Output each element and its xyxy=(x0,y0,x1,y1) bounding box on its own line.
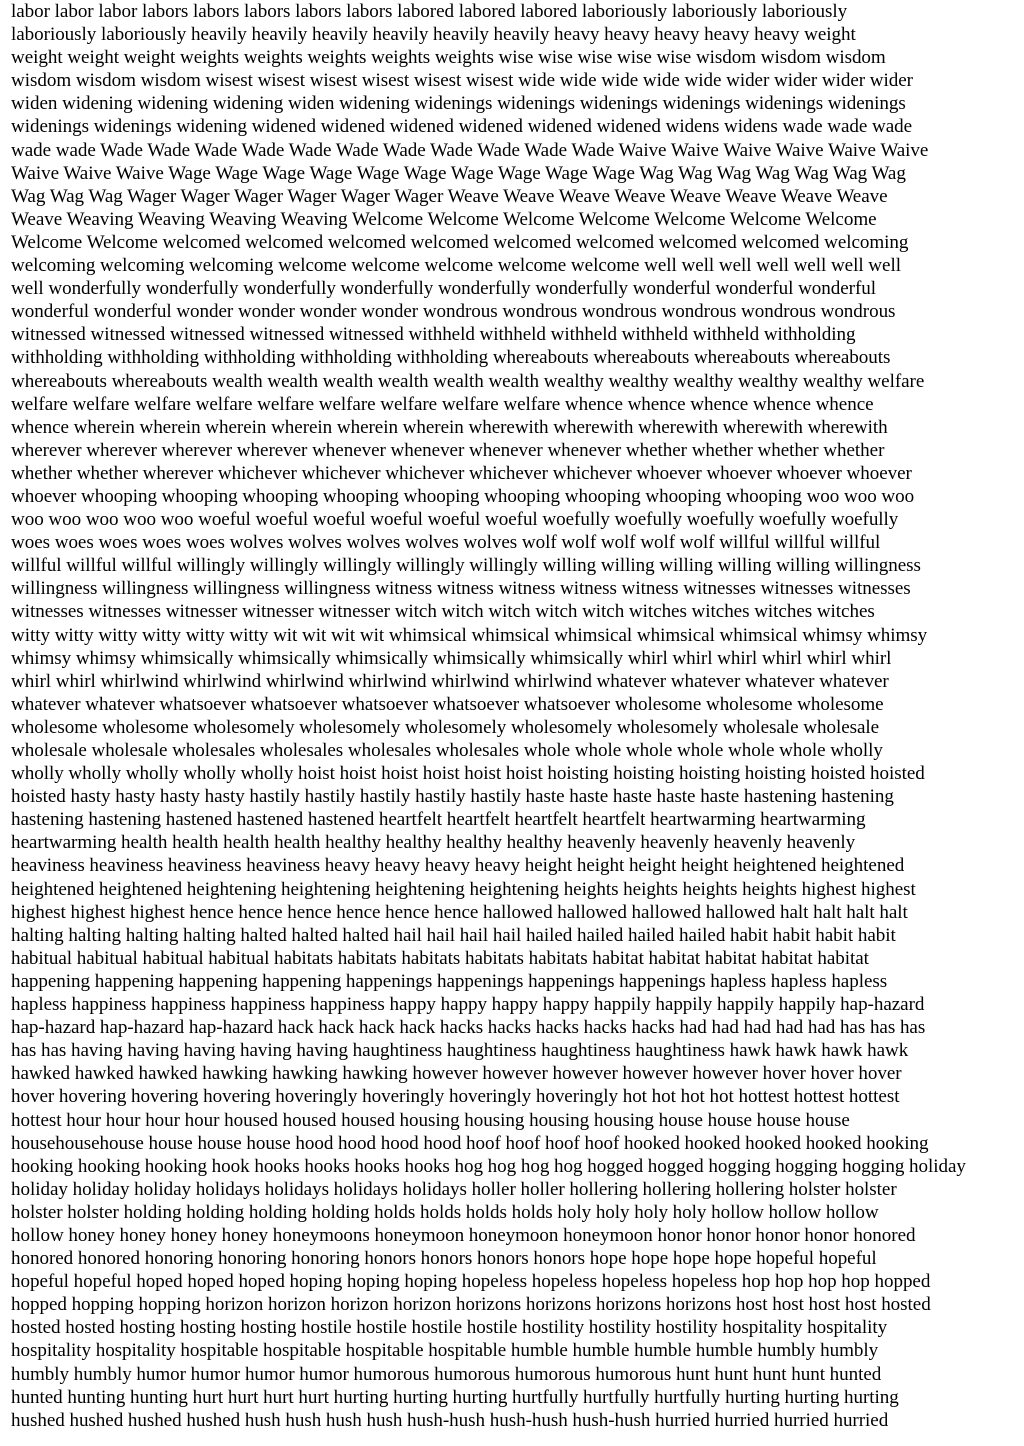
text-line: wade wade Wade Wade Wade Wade Wade Wade Wade Wade Wade Wade Wade Waive Waive Waive Waive Waive Waive xyxy=(11,139,929,161)
text-line: highest highest highest hence hence hence hence hence hence hallowed hallowed hallowed hallowed halt halt halt halt xyxy=(11,901,908,923)
text-line: wisdom wisdom wisdom wisest wisest wisest wisest wisest wisest wide wide wide wide wide wider wider wider wider xyxy=(11,70,913,92)
text-line: wherever wherever wherever wherever whenever whenever whenever whenever whether whether whether whether xyxy=(11,439,885,461)
text-line: hollow honey honey honey honey honeymoons honeymoon honeymoon honeymoon honor honor honor honor honored xyxy=(11,1224,916,1246)
text-line: heartwarming health health health health healthy healthy healthy healthy heavenly heavenly heavenly heavenly xyxy=(11,832,856,854)
text-line: whence wherein wherein wherein wherein wherein wherein wherewith wherewith wherewith wherewith wherewith xyxy=(11,416,888,438)
text-line: has has having having having having having haughtiness haughtiness haughtiness haughtiness hawk hawk hawk hawk xyxy=(11,1040,909,1062)
text-line: holster holster holding holding holding holding holds holds holds holds holy holy holy holy hollow hollow hollow xyxy=(11,1201,879,1223)
text-line: halting halting halting halting halted halted halted hail hail hail hail hailed hailed hailed hailed habit habit habit habit xyxy=(11,924,896,946)
text-line: willful willful willful willingly willingly willingly willingly willingly willing willing willing willing willing willingness xyxy=(11,555,921,577)
text-line: welfare welfare welfare welfare welfare welfare welfare welfare welfare whence whence whence whence whence xyxy=(11,393,874,415)
text-line: hospitality hospitality hospitable hospitable hospitable hospitable humble humble humble humble humbly humbly xyxy=(11,1340,879,1362)
text-line: Welcome Welcome welcomed welcomed welcomed welcomed welcomed welcomed welcomed welcomed welcoming xyxy=(11,231,909,253)
text-line: hap-hazard hap-hazard hap-hazard hack hack hack hack hacks hacks hacks hacks hacks had had had had had has has has xyxy=(11,1017,926,1039)
text-line: hooking hooking hooking hook hooks hooks hooks hooks hog hog hog hog hogged hogged hogging hogging hogging holiday xyxy=(11,1155,966,1177)
text-line: whereabouts whereabouts wealth wealth wealth wealth wealth wealth wealthy wealthy wealthy wealthy wealthy welfare xyxy=(11,370,925,392)
text-line: hopeful hopeful hoped hoped hoped hoping hoping hoping hopeless hopeless hopeless hopeless hop hop hop hop hopped xyxy=(11,1271,931,1293)
text-line: welcoming welcoming welcoming welcome welcome welcome welcome welcome well well well well well well well xyxy=(11,255,901,277)
text-line: holiday holiday holiday holidays holidays holidays holidays holler holler hollering hollering hollering holster holster xyxy=(11,1178,897,1200)
text-line: hopped hopping hopping horizon horizon horizon horizon horizons horizons horizons horizons host host host host hosted xyxy=(11,1294,931,1316)
text-line: hastening hastening hastened hastened hastened heartfelt heartfelt heartfelt heartfelt heartwarming heartwarming xyxy=(11,809,866,831)
text-line: whether whether wherever whichever whichever whichever whichever whichever whoever whoever whoever whoever xyxy=(11,462,912,484)
body-text xyxy=(11,0,1023,1432)
text-line: happening happening happening happening happenings happenings happenings happenings hapless hapless hapless xyxy=(11,970,888,992)
text-line: Wag Wag Wag Wager Wager Wager Wager Wager Wager Weave Weave Weave Weave Weave Weave Weave Weave xyxy=(11,185,888,207)
text-line: witnesses witnesses witnesser witnesser witnesser witch witch witch witch witch witches witches witches witches xyxy=(11,601,875,623)
text-line: hapless happiness happiness happiness happiness happy happy happy happy happily happily happily happily hap-hazard xyxy=(11,994,925,1016)
text-line: wholesome wholesome wholesomely wholesomely wholesomely wholesomely wholesomely wholesale wholesale xyxy=(11,716,880,738)
text-line: witnessed witnessed witnessed witnessed witnessed withheld withheld withheld withheld withheld withholding xyxy=(11,324,856,346)
text-line: humbly humbly humor humor humor humor humorous humorous humorous humorous hunt hunt hunt hunt hunted xyxy=(11,1363,882,1385)
text-line: hover hovering hovering hovering hoveringly hoveringly hoveringly hoveringly hot hot hot hot hottest hottest hottest xyxy=(11,1086,900,1108)
text-line: weight weight weight weights weights weights weights weights wise wise wise wise wise wisdom wisdom wisdom xyxy=(11,47,886,69)
text-line: woes woes woes woes woes wolves wolves wolves wolves wolves wolf wolf wolf wolf wolf willful willful willful xyxy=(11,532,881,554)
text-line: hunted hunting hunting hurt hurt hurt hurt hurting hurting hurting hurtfully hurtfully hurtfully hurting hurting hurting xyxy=(11,1386,899,1408)
text-line: witty witty witty witty witty witty wit wit wit wit whimsical whimsical whimsical whimsical whimsical whimsy whimsy xyxy=(11,624,928,646)
text-line: whimsy whimsy whimsically whimsically whimsically whimsically whimsically whirl whirl whirl whirl whirl whirl xyxy=(11,647,892,669)
text-line: withholding withholding withholding withholding withholding whereabouts whereabouts whereabouts whereabouts xyxy=(11,347,891,369)
text-line: Weave Weaving Weaving Weaving Weaving Welcome Welcome Welcome Welcome Welcome Welcome Welcome xyxy=(11,208,877,230)
text-line: hottest hour hour hour hour housed housed housed housing housing housing housing house house house house xyxy=(11,1109,850,1131)
text-line: heaviness heaviness heaviness heaviness heavy heavy heavy heavy height height height height heightened heightened xyxy=(11,855,905,877)
text-line: widenings widenings widening widened widened widened widened widened widened widens widens wade wade wade xyxy=(11,116,913,138)
text-line: woo woo woo woo woo woeful woeful woeful woeful woeful woeful woefully woefully woefully woefully woefully xyxy=(11,509,899,531)
text-line: heightened heightened heightening heightening heightening heightening heights heights heights heights highest highest xyxy=(11,878,916,900)
text-line: whoever whooping whooping whooping whooping whooping whooping whooping whooping whooping woo woo woo xyxy=(11,485,915,507)
text-line: well wonderfully wonderfully wonderfully wonderfully wonderfully wonderfully wonderful wonderful wonderful xyxy=(11,278,877,300)
text-line: hawked hawked hawked hawking hawking hawking however however however however however hover hover hover xyxy=(11,1063,902,1085)
text-line: labor labor labor labors labors labors labors labors labored labored labored laboriously laboriously laboriously xyxy=(11,1,848,22)
text-line: widen widening widening widening widen widening widenings widenings widenings widenings widenings widenings xyxy=(11,93,906,115)
text-line: Waive Waive Waive Wage Wage Wage Wage Wage Wage Wage Wage Wage Wage Wag Wag Wag Wag Wag Wag Wag xyxy=(11,162,906,184)
text-line: hosted hosted hosting hosting hosting hostile hostile hostile hostile hostility hostility hostility hospitality hospitality xyxy=(11,1317,888,1339)
text-line: honored honored honoring honoring honoring honors honors honors honors hope hope hope hope hopeful hopeful xyxy=(11,1248,877,1270)
text-line: whirl whirl whirlwind whirlwind whirlwind whirlwind whirlwind whirlwind whatever whatever whatever whatever xyxy=(11,670,889,692)
text-line: whatever whatever whatsoever whatsoever whatsoever whatsoever whatsoever wholesome wholesome wholesome xyxy=(11,693,884,715)
text-line: hoisted hasty hasty hasty hasty hastily hastily hastily hastily hastily haste haste haste haste haste hastening hastening xyxy=(11,786,894,808)
text-line: habitual habitual habitual habitual habitats habitats habitats habitats habitats habitat habitat habitat habitat habitat xyxy=(11,947,869,969)
text-line: wholesale wholesale wholesales wholesales wholesales wholesales whole whole whole whole whole whole wholly xyxy=(11,740,883,761)
text-line: willingness willingness willingness willingness witness witness witness witness witness witnesses witnesses witnesses xyxy=(11,578,911,600)
text-line: wonderful wonderful wonder wonder wonder wonder wondrous wondrous wondrous wondrous wondrous wondrous xyxy=(11,301,896,323)
text-line: wholly wholly wholly wholly wholly hoist hoist hoist hoist hoist hoist hoisting hoisting hoisting hoisting hoisted hoisted xyxy=(11,763,925,785)
text-line: laboriously laboriously heavily heavily heavily heavily heavily heavily heavy heavy heavy heavy heavy weight xyxy=(11,24,856,46)
text-line: hushed hushed hushed hushed hush hush hush hush hush-hush hush-hush hush-hush hurried hurried hurried hurried xyxy=(11,1409,889,1431)
text-line: househousehouse house house house hood hood hood hood hoof hoof hoof hoof hooked hooked hooked hooked hooking xyxy=(11,1132,929,1154)
